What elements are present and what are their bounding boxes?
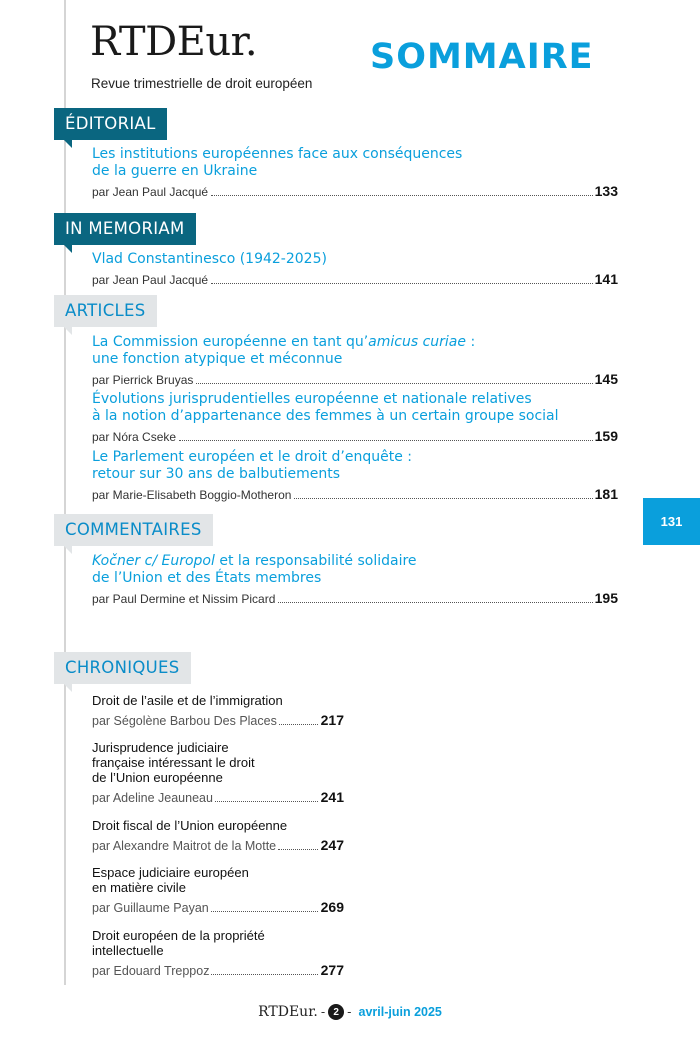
toc-entry[interactable] (92, 928, 344, 978)
toc-entry[interactable] (92, 146, 618, 199)
entry-title[interactable]: Droit de l’asile et de l’immigration (92, 693, 283, 708)
entry-author: par Nóra Cseke (92, 430, 177, 444)
entry-author: par Pierrick Bruyas (92, 373, 194, 387)
entry-page: 145 (594, 371, 618, 387)
leader-dots (211, 911, 318, 912)
entry-page: 133 (594, 183, 618, 199)
entry-author: par Guillaume Payan (92, 901, 209, 915)
leader-dots (211, 283, 593, 284)
leader-dots (294, 498, 592, 499)
entry-title[interactable]: Droit fiscal de l’Union européenne (92, 818, 288, 833)
entry-title[interactable]: Le Parlement européen et le droit d’enquête : retour sur 30 ans de balbutiements (92, 449, 412, 482)
entry-byline (92, 962, 344, 978)
toc-entry[interactable] (92, 251, 618, 287)
page-number-tab: 131 (643, 498, 700, 545)
entry-author: par Marie-Elisabeth Boggio-Motheron (92, 488, 292, 502)
entry-title[interactable]: Évolutions jurisprudentielles européenne et nationale relatives à la notion d’appartenance des femmes à un certain groupe social (92, 391, 559, 424)
toc-entry[interactable] (92, 449, 618, 502)
issue-number-badge: 2 (328, 1004, 344, 1020)
leader-dots (196, 383, 592, 384)
page-footer (0, 1004, 700, 1020)
section-badge-chroniques: CHRONIQUES (54, 652, 191, 684)
toc-entry[interactable] (92, 818, 344, 853)
entry-title[interactable]: Droit européen de la propriété intellectuelle (92, 928, 265, 958)
entry-byline (92, 486, 618, 502)
leader-dots (179, 440, 593, 441)
section-badge-memoriam: IN MEMORIAM (54, 213, 196, 245)
entry-byline (92, 428, 618, 444)
entry-page: 217 (320, 712, 344, 728)
section-badge-commentaires: COMMENTAIRES (54, 514, 213, 546)
toc-entry[interactable] (92, 391, 618, 444)
entry-author: par Edouard Treppoz (92, 964, 210, 978)
leader-dots (279, 724, 318, 725)
entry-title[interactable]: Espace judiciaire européen en matière civile (92, 865, 249, 895)
entry-author: par Paul Dermine et Nissim Picard (92, 592, 276, 606)
toc-entry[interactable] (92, 740, 344, 805)
footer-journal: RTDEur. (258, 1004, 318, 1020)
section-badge-editorial: ÉDITORIAL (54, 108, 167, 140)
entry-page: 269 (320, 899, 344, 915)
journal-subtitle: Revue trimestrielle de droit européen (91, 76, 313, 91)
entry-page: 277 (320, 962, 344, 978)
entry-title[interactable]: La Commission européenne en tant qu’amicus curiae : une fonction atypique et méconnue (92, 334, 476, 367)
entry-page: 181 (594, 486, 618, 502)
entry-byline (92, 789, 344, 805)
toc-entry[interactable] (92, 553, 618, 606)
entry-byline (92, 899, 344, 915)
entry-title[interactable]: Les institutions européennes face aux conséquences de la guerre en Ukraine (92, 146, 463, 179)
page-title: SOMMAIRE (370, 37, 594, 77)
journal-logo: RTDEur. (90, 19, 258, 65)
section-badge-articles: ARTICLES (54, 295, 157, 327)
leader-dots (211, 974, 317, 975)
entry-byline (92, 271, 618, 287)
entry-author: par Jean Paul Jacqué (92, 273, 209, 287)
entry-page: 247 (320, 837, 344, 853)
footer-separator: - (347, 1005, 352, 1019)
entry-byline (92, 712, 344, 728)
leader-dots (278, 849, 318, 850)
footer-date: avril-juin 2025 (358, 1005, 442, 1019)
entry-title[interactable]: Kočner c/ Europol et la responsabilité solidaire de l’Union et des États membres (92, 553, 417, 586)
toc-entry[interactable] (92, 334, 618, 387)
leader-dots (278, 602, 592, 603)
entry-byline (92, 837, 344, 853)
entry-byline (92, 183, 618, 199)
leader-dots (215, 801, 318, 802)
entry-page: 241 (320, 789, 344, 805)
entry-title[interactable]: Jurisprudence judiciaire française intéressant le droit de l’Union européenne (92, 740, 255, 785)
leader-dots (211, 195, 593, 196)
entry-author: par Ségolène Barbou Des Places (92, 714, 277, 728)
toc-entry[interactable] (92, 865, 344, 915)
entry-page: 195 (594, 590, 618, 606)
entry-byline (92, 371, 618, 387)
entry-author: par Alexandre Maitrot de la Motte (92, 839, 277, 853)
entry-byline (92, 590, 618, 606)
toc-entry[interactable] (92, 693, 344, 728)
footer-separator: - (320, 1005, 326, 1019)
entry-title[interactable]: Vlad Constantinesco (1942-2025) (92, 251, 327, 267)
entry-author: par Jean Paul Jacqué (92, 185, 209, 199)
entry-page: 159 (594, 428, 618, 444)
entry-page: 141 (594, 271, 618, 287)
entry-author: par Adeline Jeauneau (92, 791, 213, 805)
